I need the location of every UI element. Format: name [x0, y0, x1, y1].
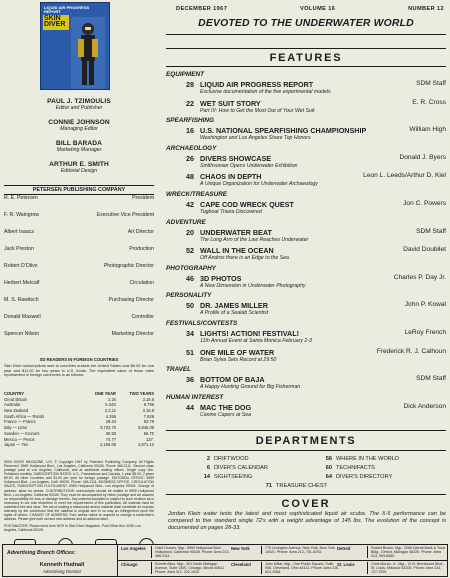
- article-description: Washington and Los Angeles Share Top Honors: [200, 135, 311, 142]
- legal-notice: SKIN DIVER MAGAZINE, U.S. © Copyright 1967 by Petersen Publishing Company. All Rights Reserved. 5959 Hollywood Blvd., Los Angeles, California 90028. Phone 466-2111. Second class postage paid at Los Angeles, California, and at additional mailing offices. Single copy 60c. Published monthly. SUBSCRIPTION RATES: U.S., Possessions and Canada, 1 year $5.00, 2 years $9.00. All other countries add $1.00 per year for foreign postage. EDITORIAL OFFICE: 5959 Hollywood Blvd., Los Angeles, Calif. 90028. Phone: 466-2111. BUSINESS OFFICE, CIRCULATION SALES, SUBSCRIPTION FULFILLMENT: 5959 Hollywood Blvd., Los Angeles 90028. Change of address: allow six weeks. CONTRIBUTIONS: manuscripts should be mailed to 5959 Hollywood Blvd., Los Angeles, California 90028. They must be accompanied by return postage and we assume no responsibility for loss or damage thereto. Any material accepted is subject to such revision as is necessary in our sole discretion to meet the requirements of this publication. All material must be submitted free and clear. The act of mailing a manuscript and/or material shall constitute an express warranty by the contributor that the material is original and in no way an infringement upon the rights of others. CHANGE OF ADDRESS: Four weeks notice is required to change a subscriber's address. Please give both old and new address and an address label.: [4, 460, 154, 522]
- article-author: William High: [409, 126, 446, 134]
- page-number: 34: [186, 329, 194, 338]
- article-description: Part IV: How to Get the Most Out of Your Wet Suit: [200, 107, 315, 114]
- officer-row: Jack Preston Production: [4, 246, 154, 252]
- masthead-editorial-design: ARTHUR E. SMITH Editorial Design: [49, 161, 109, 174]
- page-number: 51: [186, 347, 194, 357]
- article-author: Dick Anderson: [403, 402, 446, 410]
- article-title: ONE MILE OF WATER: [200, 347, 275, 357]
- page-number: 28: [186, 80, 194, 89]
- foreign-readers-heading: SD READERS IN FOREIGN COUNTRIES: [39, 357, 119, 362]
- article-author: SDM Staff: [416, 375, 446, 383]
- officer-row: Donald Maxwell Controller: [4, 314, 154, 320]
- page-number: 36: [186, 375, 194, 385]
- divider: [166, 430, 446, 431]
- article-author: David Doubilet: [403, 246, 446, 254]
- table-row: South Africa — Rands 4.356 7.926: [4, 413, 154, 419]
- article-description: Tugboat Triana Discovered: [200, 209, 262, 215]
- article-author: Charles P. Day Jr.: [393, 273, 446, 281]
- article-title: DIVERS SHOWCASE: [200, 153, 272, 163]
- publisher-heading: PETERSEN PUBLISHING COMPANY: [4, 185, 154, 195]
- officer-row: Spencer Nilson Marketing Director: [4, 331, 154, 337]
- page-number: 44: [186, 402, 194, 412]
- masthead-marketing-manager: BILL BARADA Marketing Manager: [55, 140, 103, 153]
- divider: [166, 48, 446, 49]
- section-label: PERSONALITY: [166, 292, 212, 300]
- issue-number: NUMBER 12: [408, 6, 444, 12]
- page-number: 52: [186, 246, 194, 256]
- article-title: BOTTOM OF BAJA: [200, 375, 265, 385]
- article-author: Jon C. Powers: [403, 200, 446, 207]
- page-number: 20: [186, 227, 194, 237]
- cover-heading: COVER: [281, 498, 331, 510]
- section-label: WRECK/TREASURE: [166, 191, 228, 198]
- office-st-louis: St. Louis Chris Moran, Jr., Mgr., 10 N. Brentwood Blvd., St. Louis, Missouri 63105. Phone: Area 314, 727-7200.: [337, 561, 447, 576]
- department-item: 64 DIVER'S DIRECTORY: [325, 474, 393, 480]
- article-title: CAPE COD WRECK QUEST: [200, 200, 294, 209]
- masthead-managing-editor: CONNIE JOHNSON Managing Editor: [48, 119, 110, 132]
- page-number: 22: [186, 98, 194, 108]
- section-label: SPEARFISHING: [166, 117, 214, 125]
- department-item: 71 TREASURE CHEST: [265, 483, 327, 489]
- skin-diver-logo: SKIN DIVER: [43, 15, 69, 30]
- cover-description: Jordan Klein water tests the latest and most sophisticated liquid air scuba. The X-5 performance can be compared to five standard single 72's with a weight advantage of 145 lbs. The evolution of the concept is documented on pages 28-33.: [168, 511, 446, 532]
- department-item: 6 DIVER'S CALENDAR: [206, 465, 268, 471]
- section-label: ARCHAEOLOGY: [166, 144, 217, 152]
- features-heading: FEATURES: [269, 52, 343, 64]
- officer-row: M. S. Rawitsch Purchasing Director: [4, 297, 154, 303]
- article-description: Smithsonian Opens Underwater Exhibition: [200, 162, 298, 169]
- divider: [166, 494, 446, 495]
- table-row: Sweden — Kronors 30.93 56.70: [4, 430, 154, 436]
- article-author: E. R. Cross: [412, 98, 446, 106]
- officer-row: R. E. Petersen President: [4, 195, 154, 201]
- article-author: SDM Staff: [416, 227, 446, 235]
- issue-header: [176, 6, 444, 12]
- office-cleveland: Cleveland John Millar, Mgr., One Public Square, Suite 905, Cleveland, Ohio 44113. Phone: Area 216, 621-2066.: [231, 562, 340, 575]
- table-row: France — Francs 29.34 53.79: [4, 419, 154, 425]
- article-author: John P. Kowal: [404, 301, 446, 309]
- office-los-angeles: Los Angeles Clark Graves, Mgr., 5959 Hollywood Blvd., Hollywood, California 90028. Phone: Area 213, 466-2111.: [121, 546, 230, 559]
- department-item: 56 WHERE IN THE WORLD: [325, 456, 399, 462]
- foreign-readers-text: Skin Diver subscriptions sent to countries outside the United States cost $6.00 for one year and $11.00 for two years in U.S. funds. The equivalent value of those rates represented in foreign currencies is as follows:: [4, 363, 154, 378]
- divider: [166, 34, 446, 35]
- article-author: Frederick R. J. Calhoun: [376, 347, 446, 355]
- cover-thumb-headline: LIQUID AIR PROGRESS REPORT: [44, 5, 90, 15]
- article-title: CHAOS IN DEPTH: [200, 172, 262, 182]
- article-description: 11th Annual Event at Santa Monica February 2-3: [200, 338, 312, 344]
- section-label: ADVENTURE: [166, 218, 206, 226]
- article-title: WET SUIT STORY: [200, 98, 261, 108]
- article-title: MAC THE DOG: [200, 402, 252, 412]
- article-author: Donald J. Byers: [399, 153, 446, 161]
- table-header: COUNTRY ONE YEAR TWO YEARS: [4, 391, 154, 396]
- masthead-editor: PAUL J. TZIMOULIS Editor and Publisher: [47, 98, 111, 111]
- issue-date: DECEMBER 1967: [176, 6, 228, 12]
- section-label: TRAVEL: [166, 366, 192, 374]
- article-title: U.S. NATIONAL SPEARFISHING CHAMPIONSHIP: [200, 126, 367, 136]
- article-author: SDM Staff: [416, 80, 446, 87]
- section-label: HUMAN INTEREST: [166, 393, 224, 401]
- officer-row: F. R. Waingrow Executive Vice President: [4, 212, 154, 218]
- page-number: 48: [186, 172, 194, 182]
- article-description: A Happy Hunting Ground for Big Fisherman: [200, 384, 301, 391]
- advertising-label: Advertising Branch Offices:: [7, 550, 76, 556]
- article-description: Canine Capers at Sea: [200, 411, 252, 418]
- article-description: Exclusive documentation of the five experimental models: [200, 89, 331, 95]
- advertising-director-role: Advertising Director: [42, 569, 82, 574]
- article-author: Leon L. Leeds/Arthur D. Kiel: [363, 172, 446, 180]
- department-item: 60 TECHNIFACTS: [325, 465, 375, 471]
- article-title: DR. JAMES MILLER: [200, 301, 268, 311]
- table-row: Great Britain 2.2s 3.18.6: [4, 396, 154, 402]
- subscription-rates-table: [4, 391, 154, 448]
- page-number: 42: [186, 200, 194, 209]
- officer-row: Albert Isaacs Art Director: [4, 229, 154, 235]
- officer-row: Robert D'Olivo Photographic Director: [4, 263, 154, 269]
- table-row: New Zealand 2.2.11 3.18.8: [4, 408, 154, 414]
- article-description: Off Andros there is an Edge to the Sea: [200, 255, 289, 262]
- article-description: A Profile of a Sealab Scientist: [200, 310, 269, 317]
- article-title: LIQUID AIR PROGRESS REPORT: [200, 80, 314, 89]
- divider: [166, 66, 446, 67]
- diver-photo: [71, 17, 105, 89]
- page-number: 16: [186, 126, 194, 136]
- department-item: 14 SIGHTSEEING: [203, 474, 253, 480]
- table-row: Australia 5.34S 9.796: [4, 402, 154, 408]
- article-title: UNDERWATER BEAT: [200, 227, 272, 237]
- office-detroit: Detroit Robert Brown, Mgr., 2266 Detroit Bank & Trust Bldg., Detroit, Michigan 48226. Phone: Area 313, 963-8060.: [337, 546, 446, 559]
- page-number: 26: [186, 153, 194, 163]
- departments-heading: DEPARTMENTS: [255, 435, 357, 447]
- article-description: Brian Sylva Sets Record at 29:50: [200, 356, 277, 363]
- officer-row: Herbert Metcalf Circulation: [4, 280, 154, 286]
- issue-volume: VOLUME 16: [299, 6, 336, 12]
- article-description: A New Dimension in Underwater Photography: [200, 282, 306, 289]
- article-title: LIGHTS! ACTION! FESTIVAL!: [200, 329, 300, 338]
- postmaster-notice: POSTMASTER: Please send form 3579 to Skin Diver Magazine, Post Office Box 3295, Los Angeles, California 90028.: [4, 524, 141, 533]
- tagline: DEVOTED TO THE UNDERWATER WORLD: [198, 18, 414, 29]
- article-description: The Long Arm of the Law Reaches Underwater: [200, 236, 309, 243]
- cover-thumbnail: [40, 2, 110, 90]
- article-title: WALL IN THE OCEAN: [200, 246, 274, 256]
- divider: [166, 450, 446, 451]
- table-row: Japan — Yen 2,166.06 3,971.12: [4, 442, 154, 448]
- article-description: A Unique Organization for Underwater Archaeology: [200, 181, 318, 188]
- department-item: 2 DRIFTWOOD: [206, 456, 249, 462]
- page-number: 46: [186, 273, 194, 283]
- section-label: FESTIVALS/CONTESTS: [166, 320, 238, 327]
- table-row: Mexico — Pesos 74.77 137.: [4, 436, 154, 442]
- section-label: PHOTOGRAPHY: [166, 264, 216, 272]
- advertising-director-name: Kenneth Hudnall: [39, 562, 85, 568]
- article-author: LeRoy French: [404, 329, 446, 336]
- section-label: EQUIPMENT: [166, 71, 204, 78]
- table-row: Italy — Liras 3,733.70 6,845.09: [4, 425, 154, 431]
- article-title: 3D PHOTOS: [200, 273, 242, 283]
- office-new-york: New York 770 Lexington Avenue, New York, New York 10021. Phone: Area 212, 751-5293.: [231, 545, 341, 560]
- advertising-offices-bar: [2, 544, 448, 577]
- page-number: 50: [186, 301, 194, 311]
- office-chicago: Chicago Everett Allen, Mgr., 401 North Michigan Avenue, Suite 1400, Chicago, Illinois 60611. Phone: Area 312, 222-1920.: [121, 561, 231, 576]
